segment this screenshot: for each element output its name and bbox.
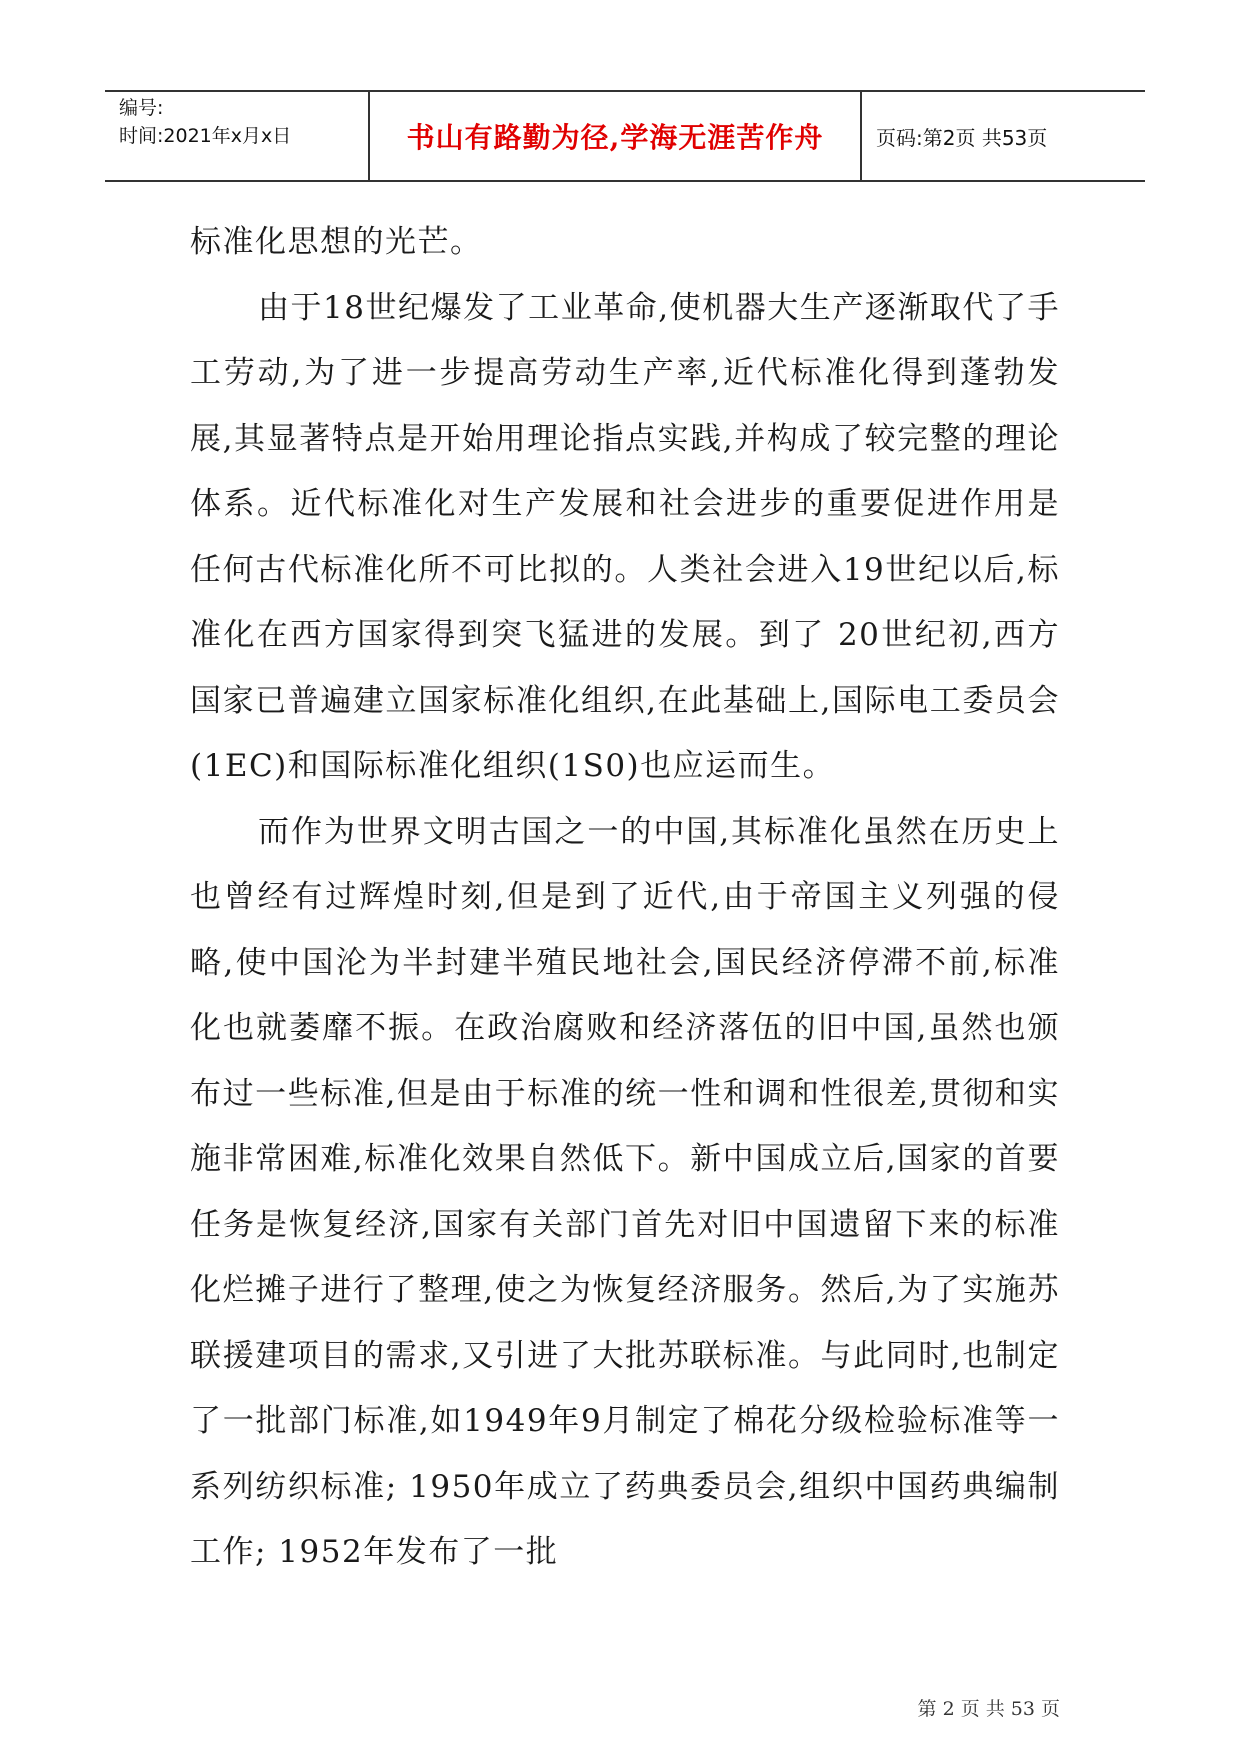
- document-time-label: 时间:2021年x月x日: [119, 125, 292, 147]
- page-header: [105, 90, 1145, 182]
- header-page-info: 页码:第2页 共53页: [876, 125, 1048, 150]
- document-body: [190, 210, 1060, 1586]
- header-motto: 书山有路勤为径,学海无涯苦作舟: [370, 92, 862, 180]
- paragraph-china-history: 而作为世界文明古国之一的中国,其标准化虽然在历史上也曾经有过辉煌时刻,但是到了近代,由于帝国主义列强的侵略,使中国沦为半封建半殖民地社会,国民经济停滞不前,标准化也就萎靡不振。在政治腐败和经济落伍的旧中国,虽然也颁布过一些标准,但是由于标准的统一性和调和性很差,贯彻和实施非常困难,标准化效果自然低下。新中国成立后,国家的首要任务是恢复经济,国家有关部门首先对旧中国遗留下来的标准化烂摊子进行了整理,使之为恢复经济服务。然后,为了实施苏联援建项目的需求,又引进了大批苏联标准。与此同时,也制定了一批部门标准,如1949年9月制定了棉花分级检验标准等一系列纺织标准; 1950年成立了药典委员会,组织中国药典编制工作; 1952年发布了一批: [190, 813, 1060, 1570]
- page-footer: 第 2 页 共 53 页: [917, 1698, 1060, 1720]
- paragraph-continuation: 标准化思想的光芒。: [190, 224, 483, 260]
- document-number-label: 编号:: [119, 97, 164, 119]
- paragraph-industrial-revolution: 由于18世纪爆发了工业革命,使机器大生产逐渐取代了手工劳动,为了进一步提高劳动生产率,近代标准化得到蓬勃发展,其显著特点是开始用理论指点实践,并构成了较完整的理论体系。近代标准化对生产发展和社会进步的重要促进作用是任何古代标准化所不可比拟的。人类社会进入19世纪以后,标准化在西方国家得到突飞猛进的发展。到了 20世纪初,西方国家已普遍建立国家标准化组织,在此基础上,国际电工委员会(1EC)和国际标准化组织(1S0)也应运而生。: [190, 289, 1060, 784]
- header-meta: [105, 92, 370, 180]
